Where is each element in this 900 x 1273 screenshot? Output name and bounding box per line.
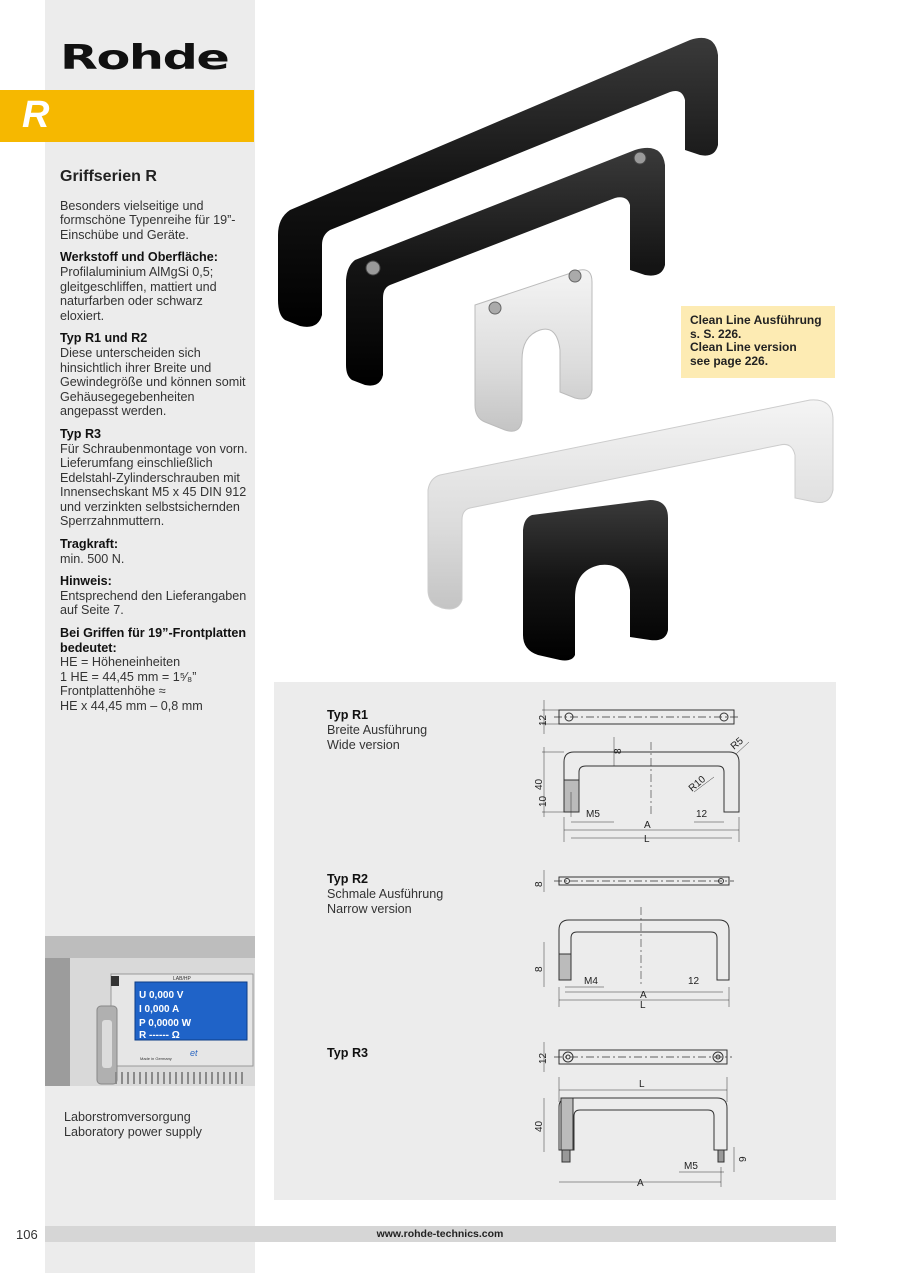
dim-label: 8: [534, 881, 545, 887]
r2-front-view: [559, 920, 729, 980]
dim-label: 12: [696, 809, 708, 820]
note-line: see page 226.: [690, 353, 769, 368]
screen-line: R ------ Ω: [139, 1030, 180, 1041]
dim-label: 8: [534, 966, 545, 972]
front-line: 1 HE = 44,45 mm = 1⁵⁄₈”: [60, 669, 197, 684]
front-line: HE x 44,45 mm – 0,8 mm: [60, 699, 203, 713]
r3-text: Für Schraubenmontage von vorn. Lieferumfang einschließlich Edelstahl-Zylinderschrauben mit Innensechskant M5 x 45 DIN 912 und verzinkten selbstsichernden Sperrzahnmuttern.: [60, 441, 248, 529]
dim-label: R5: [728, 735, 746, 753]
material-text: Profilaluminium AlMgSi 0,5; gleitgeschliffen, mattiert und naturfarben oder schwarz eloxiert.: [60, 264, 217, 323]
r3-section: [60, 427, 250, 529]
footer-url[interactable]: www.rohde-technics.com: [376, 1228, 504, 1240]
r1r2-heading: Typ R1 und R2: [60, 331, 148, 346]
front-line: HE = Höheneinheiten: [60, 655, 181, 670]
hint-text: Entsprechend den Lieferangaben auf Seite 7.: [60, 588, 247, 618]
page-number: 106: [16, 1227, 38, 1242]
screen-header: LAB/HP: [173, 976, 191, 982]
dim-label: 12: [688, 976, 700, 987]
dim-label: R10: [686, 774, 708, 795]
dim-label: 40: [534, 778, 545, 790]
dim-label: M5: [586, 809, 600, 820]
dim-label: 12: [538, 1052, 549, 1064]
clean-line-note: [681, 306, 835, 378]
device-photo: [45, 936, 255, 1086]
dim-label: L: [644, 834, 650, 845]
screen-line: I 0,000 A: [139, 1004, 180, 1015]
note-line: Clean Line Ausführung: [690, 313, 822, 327]
type-r2-en: Narrow version: [327, 902, 412, 916]
type-r1-name: Typ R1: [327, 708, 369, 722]
made-in-label: Made in Germany: [140, 1056, 172, 1061]
r3-heading: Typ R3: [60, 426, 102, 441]
caption-de: Laborstromversorgung: [64, 1110, 191, 1124]
screw-icon: [489, 302, 501, 314]
screen-line: P 0,0000 W: [139, 1018, 192, 1029]
dim-label: A: [640, 990, 647, 1001]
note-line: s. S. 226.: [690, 326, 742, 341]
page-title: Griffserien R: [60, 168, 157, 185]
load-text: min. 500 N.: [60, 551, 125, 566]
device-illustration: [45, 936, 255, 1086]
type-r2-de: Schmale Ausführung: [327, 887, 444, 901]
section-band: [0, 90, 254, 142]
screw-icon: [366, 261, 380, 275]
dim-label: 40: [534, 1120, 545, 1132]
type-r1-en: Wide version: [327, 738, 400, 752]
dim-label: 8: [613, 748, 624, 754]
technical-drawings: [274, 682, 836, 1200]
material-heading: Werkstoff und Oberfläche:: [60, 250, 218, 265]
section-letter: R: [22, 94, 50, 136]
r1-front-view: [564, 752, 739, 812]
dim-label: 9: [738, 1156, 749, 1162]
type-r1-de: Breite Ausführung: [327, 723, 428, 737]
dim-label: M5: [684, 1161, 698, 1172]
load-section: [60, 537, 250, 566]
front-section: [60, 626, 250, 714]
hint-section: [60, 574, 250, 618]
material-section: [60, 250, 250, 323]
photo-caption: [64, 1110, 202, 1139]
r1r2-section: [60, 331, 250, 419]
intro-text: Besonders vielseitige und formschöne Typenreihe für 19”-Einschübe und Geräte.: [60, 198, 236, 242]
screw-icon: [569, 270, 581, 282]
type-r3-name: Typ R3: [327, 1046, 369, 1060]
r1r2-text: Diese unterscheiden sich hinsichtlich ihrer Breite und Gewindegröße und können somit Gehäusegegebenheiten angepasst werden.: [60, 345, 246, 419]
dim-label: L: [639, 1079, 645, 1090]
handle-silver-small: [475, 270, 592, 432]
device-brand: et: [190, 1048, 198, 1058]
note-line: Clean Line version: [690, 340, 797, 354]
screw-icon: [634, 152, 646, 164]
front-heading: Bei Griffen für 19”-Frontplatten bedeutet:: [60, 626, 247, 655]
dim-label: 10: [538, 795, 549, 807]
screen-line: U 0,000 V: [139, 990, 184, 1001]
hint-heading: Hinweis:: [60, 574, 112, 589]
dim-label: A: [644, 820, 651, 831]
handle-black-small: [523, 500, 668, 660]
dim-label: L: [640, 1000, 646, 1011]
load-heading: Tragkraft:: [60, 537, 119, 552]
caption-en: Laboratory power supply: [64, 1124, 202, 1139]
dim-label: M4: [584, 976, 598, 987]
type-r2-name: Typ R2: [327, 872, 369, 886]
dim-label: A: [637, 1178, 644, 1189]
r3-front-view: [559, 1098, 727, 1150]
sidebar-text: [60, 170, 250, 722]
front-line: Frontplattenhöhe ≈: [60, 684, 166, 699]
brand-logo: Rohde: [60, 38, 229, 78]
dim-label: 12: [538, 714, 549, 726]
